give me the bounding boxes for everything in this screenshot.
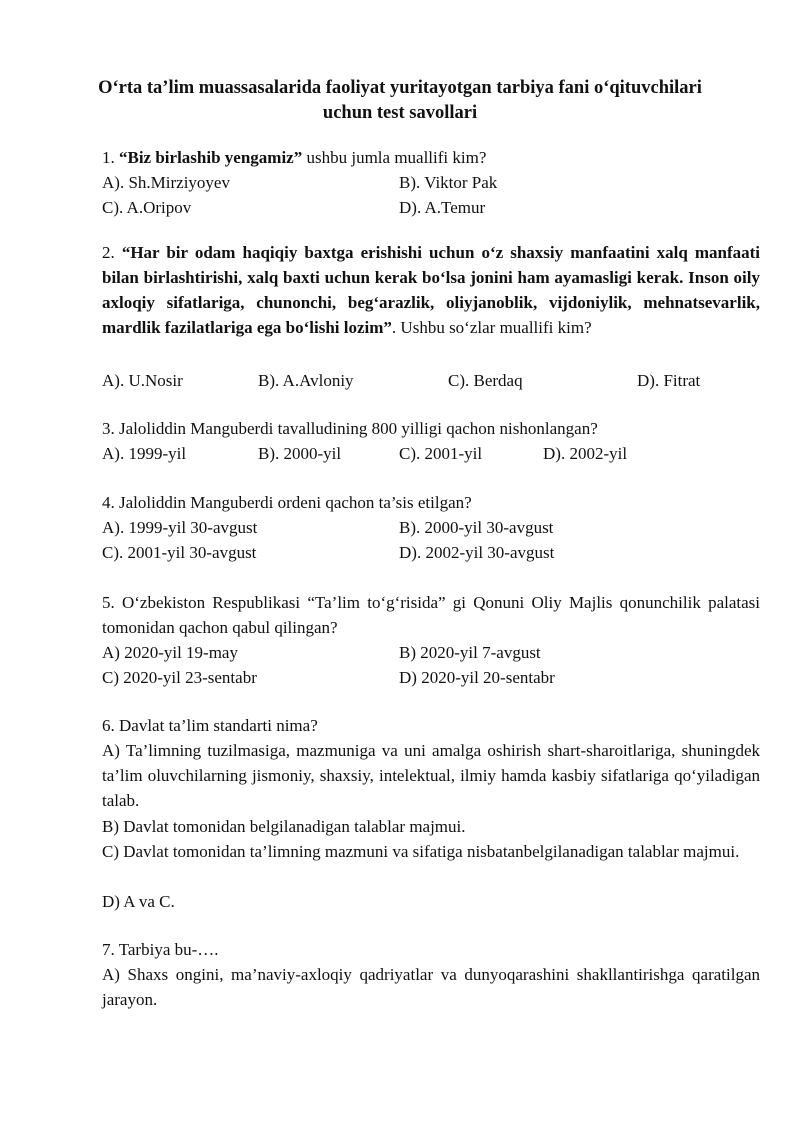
question-5-option-b: B) 2020-yil 7-avgust [399, 643, 541, 662]
question-1-number: 1. [102, 148, 119, 167]
question-2-option-d: D). Fitrat [637, 371, 701, 390]
question-5-option-c: C) 2020-yil 23-sentabr [102, 668, 257, 687]
question-3-option-d: D). 2002-yil [543, 444, 628, 463]
question-4: 4. Jaloliddin Manguberdi ordeni qachon ta’sis etilgan? [102, 493, 472, 512]
question-2-option-a: A). U.Nosir [102, 371, 183, 390]
question-2-text: . Ushbu so‘zlar muallifi kim? [391, 318, 592, 337]
question-1-option-b: B). Viktor Pak [399, 173, 498, 192]
question-6-option-b: B) Davlat tomonidan belgilanadigan talablar majmui. [102, 817, 466, 836]
question-1-text: ushbu jumla muallifi kim? [302, 148, 487, 167]
question-1-option-d: D). A.Temur [399, 198, 486, 217]
document-title [40, 76, 760, 126]
question-1-quote: “Biz birlashib yengamiz” [119, 148, 303, 167]
question-7: 7. Tarbiya bu-…. [102, 940, 219, 959]
question-5-option-a: A) 2020-yil 19-may [102, 643, 238, 662]
question-6-option-d: D) A va C. [102, 892, 175, 911]
question-3-option-c: C). 2001-yil [399, 444, 483, 463]
question-2-number: 2. [102, 243, 122, 262]
question-2-quote: “Har bir odam haqiqiy baxtga erishishi uchun o‘z shaxsiy manfaatini xalq manfaati bilan birlashtirishi, xalq baxti uchun kerak bo‘lsa jonini ham ayamasligi kerak. Inson oily axloqiy sifatlariga, chunonchi, beg‘arazlik, oliyjanoblik, vijdoniylik, mehnatsevarlik, mardlik fazilatlariga ega bo‘lishi lozim” [102, 243, 761, 337]
question-6: 6. Davlat ta’lim standarti nima? [102, 716, 318, 735]
question-2 [102, 240, 760, 340]
question-3-option-a: A). 1999-yil [102, 444, 187, 463]
question-4-option-a: A). 1999-yil 30-avgust [102, 518, 258, 537]
title-line-1: O‘rta ta’lim muassasalarida faoliyat yuritayotgan tarbiya fani o‘qituvchilari [98, 78, 702, 98]
question-4-option-c: C). 2001-yil 30-avgust [102, 543, 257, 562]
question-5: 5. O‘zbekiston Respublikasi “Ta’lim to‘g‘risida” gi Qonuni Oliy Majlis qonunchilik palatasi tomonidan qachon qabul qilingan? [102, 593, 760, 637]
question-1-option-c: C). A.Oripov [102, 198, 192, 217]
question-1 [102, 145, 486, 170]
question-1-option-a: A). Sh.Mirziyoyev [102, 173, 230, 192]
question-3-option-b: B). 2000-yil [258, 444, 342, 463]
question-6-option-a: A) Ta’limning tuzilmasiga, mazmuniga va uni amalga oshirish shart-sharoitlariga, shuningdek ta’lim oluvchilarning jismoniy, shaxsiy, intelektual, ilmiy hamda kasbiy sifatlariga qo‘yiladigan talab. [102, 741, 760, 810]
question-5-option-d: D) 2020-yil 20-sentabr [399, 668, 555, 687]
title-line-2: uchun test savollari [322, 103, 478, 123]
question-2-option-b: B). A.Avloniy [258, 371, 354, 390]
question-2-option-c: C). Berdaq [448, 371, 523, 390]
question-4-option-b: B). 2000-yil 30-avgust [399, 518, 554, 537]
question-4-option-d: D). 2002-yil 30-avgust [399, 543, 555, 562]
question-3: 3. Jaloliddin Manguberdi tavalludining 800 yilligi qachon nishonlangan? [102, 419, 598, 438]
question-6-option-c: C) Davlat tomonidan ta’limning mazmuni va sifatiga nisbatanbelgilanadigan talablar majmui. [102, 842, 740, 861]
question-7-option-a: A) Shaxs ongini, ma’naviy-axloqiy qadriyatlar va dunyoqarashini shakllantirishga qaratilgan jarayon. [102, 965, 760, 1009]
